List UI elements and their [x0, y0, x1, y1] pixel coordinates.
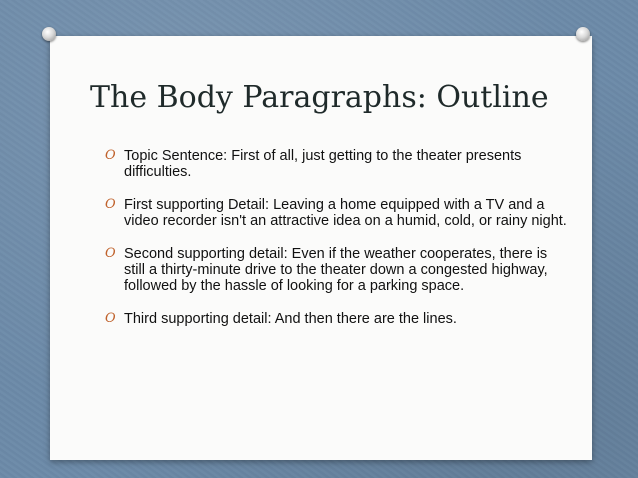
bullet-marker-icon: O [105, 311, 116, 326]
bullet-text: First supporting Detail: Leaving a home equipped with a TV and a video recorder isn't an attractive idea on a humid, cold, or rainy night. [124, 197, 567, 229]
bullet-text: Topic Sentence: First of all, just getting to the theater presents difficulties. [124, 148, 522, 180]
bullet-marker-icon: O [105, 197, 116, 212]
bullet-item [102, 246, 572, 294]
bullet-list [102, 148, 572, 344]
bullet-text: Third supporting detail: And then there are the lines. [124, 311, 457, 327]
pushpin-icon [576, 27, 590, 41]
bullet-marker-icon: O [105, 246, 116, 261]
bullet-marker-icon: O [105, 148, 116, 163]
bullet-item [102, 148, 572, 180]
bullet-text: Second supporting detail: Even if the weather cooperates, there is still a thirty-minute drive to the theater down a congested highway, followed by the hassle of looking for a parking space. [124, 246, 548, 294]
slide-title: The Body Paragraphs: Outline [90, 80, 549, 115]
bullet-item [102, 311, 572, 327]
bullet-item [102, 197, 572, 229]
pushpin-icon [42, 27, 56, 41]
